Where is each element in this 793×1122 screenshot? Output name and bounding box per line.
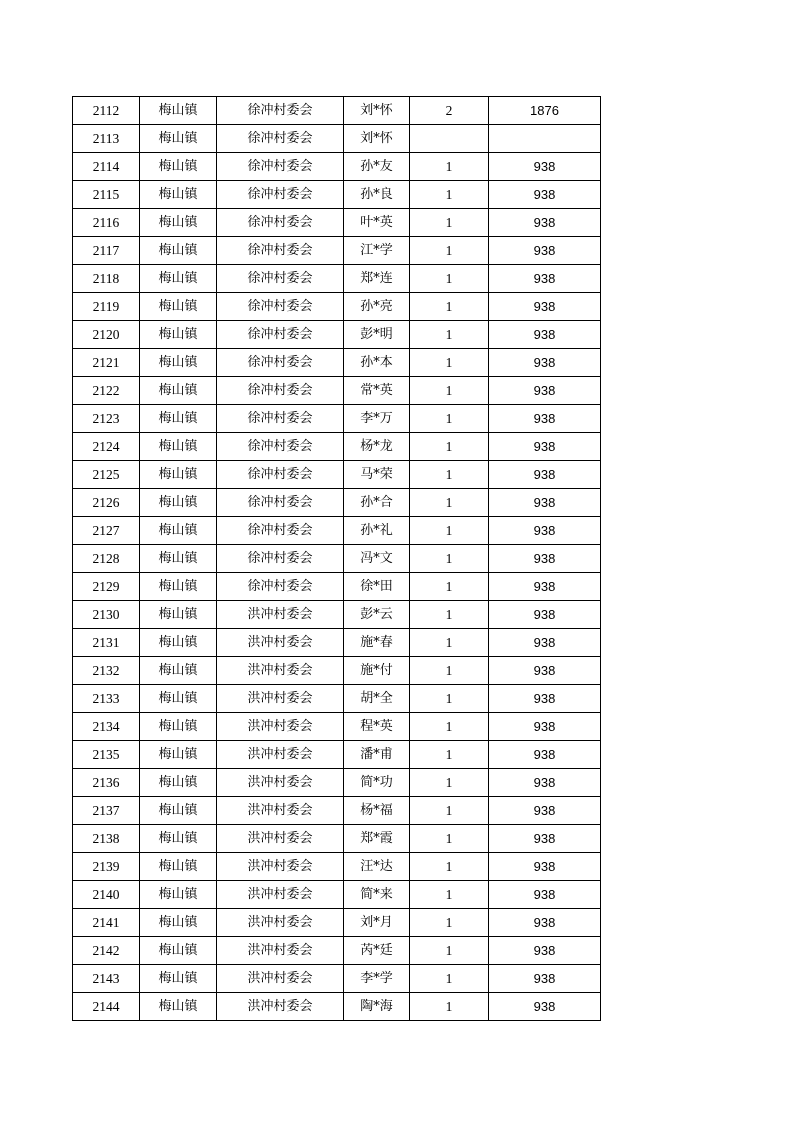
- count-cell: 1: [410, 881, 489, 909]
- town-cell: 梅山镇: [140, 937, 217, 965]
- table-row: [73, 741, 601, 769]
- row-number-cell: 2120: [73, 321, 140, 349]
- person-name-cell: 施*付: [344, 657, 410, 685]
- count-cell: 1: [410, 629, 489, 657]
- count-cell: 1: [410, 685, 489, 713]
- person-name-cell: 施*春: [344, 629, 410, 657]
- count-cell: 1: [410, 601, 489, 629]
- town-cell: 梅山镇: [140, 153, 217, 181]
- table-row: [73, 125, 601, 153]
- table-row: [73, 405, 601, 433]
- row-number-cell: 2114: [73, 153, 140, 181]
- town-cell: 梅山镇: [140, 209, 217, 237]
- amount-cell: 938: [489, 629, 601, 657]
- village-committee-cell: 徐冲村委会: [217, 237, 344, 265]
- count-cell: 1: [410, 153, 489, 181]
- count-cell: 1: [410, 993, 489, 1021]
- table-row: [73, 853, 601, 881]
- person-name-cell: 李*万: [344, 405, 410, 433]
- row-number-cell: 2133: [73, 685, 140, 713]
- row-number-cell: 2125: [73, 461, 140, 489]
- count-cell: 1: [410, 517, 489, 545]
- person-name-cell: 彭*云: [344, 601, 410, 629]
- person-name-cell: 郑*霞: [344, 825, 410, 853]
- row-number-cell: 2115: [73, 181, 140, 209]
- amount-cell: 938: [489, 265, 601, 293]
- amount-cell: 938: [489, 965, 601, 993]
- table-row: [73, 293, 601, 321]
- count-cell: 1: [410, 461, 489, 489]
- village-committee-cell: 洪冲村委会: [217, 713, 344, 741]
- row-number-cell: 2116: [73, 209, 140, 237]
- row-number-cell: 2117: [73, 237, 140, 265]
- row-number-cell: 2136: [73, 769, 140, 797]
- table-row: [73, 545, 601, 573]
- village-committee-cell: 洪冲村委会: [217, 601, 344, 629]
- table-row: [73, 321, 601, 349]
- count-cell: 1: [410, 433, 489, 461]
- row-number-cell: 2132: [73, 657, 140, 685]
- town-cell: 梅山镇: [140, 657, 217, 685]
- row-number-cell: 2142: [73, 937, 140, 965]
- village-committee-cell: 徐冲村委会: [217, 181, 344, 209]
- table-row: [73, 265, 601, 293]
- row-number-cell: 2122: [73, 377, 140, 405]
- amount-cell: [489, 125, 601, 153]
- table-row: [73, 769, 601, 797]
- town-cell: 梅山镇: [140, 97, 217, 125]
- table-row: [73, 181, 601, 209]
- count-cell: 1: [410, 209, 489, 237]
- table-row: [73, 489, 601, 517]
- village-committee-cell: 徐冲村委会: [217, 153, 344, 181]
- table-row: [73, 685, 601, 713]
- row-number-cell: 2140: [73, 881, 140, 909]
- amount-cell: 938: [489, 825, 601, 853]
- town-cell: 梅山镇: [140, 965, 217, 993]
- table-row: [73, 797, 601, 825]
- person-name-cell: 孙*良: [344, 181, 410, 209]
- person-name-cell: 马*荣: [344, 461, 410, 489]
- amount-cell: 938: [489, 853, 601, 881]
- village-committee-cell: 徐冲村委会: [217, 545, 344, 573]
- village-committee-cell: 徐冲村委会: [217, 573, 344, 601]
- town-cell: 梅山镇: [140, 797, 217, 825]
- town-cell: 梅山镇: [140, 181, 217, 209]
- amount-cell: 938: [489, 461, 601, 489]
- row-number-cell: 2123: [73, 405, 140, 433]
- town-cell: 梅山镇: [140, 545, 217, 573]
- town-cell: 梅山镇: [140, 825, 217, 853]
- amount-cell: 938: [489, 769, 601, 797]
- count-cell: 1: [410, 713, 489, 741]
- town-cell: 梅山镇: [140, 265, 217, 293]
- town-cell: 梅山镇: [140, 769, 217, 797]
- village-committee-cell: 洪冲村委会: [217, 937, 344, 965]
- person-name-cell: 彭*明: [344, 321, 410, 349]
- count-cell: 1: [410, 965, 489, 993]
- village-committee-cell: 徐冲村委会: [217, 461, 344, 489]
- village-committee-cell: 徐冲村委会: [217, 405, 344, 433]
- village-committee-cell: 徐冲村委会: [217, 377, 344, 405]
- town-cell: 梅山镇: [140, 741, 217, 769]
- table-row: [73, 713, 601, 741]
- amount-cell: 1876: [489, 97, 601, 125]
- amount-cell: 938: [489, 797, 601, 825]
- amount-cell: 938: [489, 433, 601, 461]
- row-number-cell: 2138: [73, 825, 140, 853]
- village-committee-cell: 洪冲村委会: [217, 629, 344, 657]
- village-committee-cell: 洪冲村委会: [217, 657, 344, 685]
- table-row: [73, 881, 601, 909]
- person-name-cell: 孙*本: [344, 349, 410, 377]
- count-cell: 1: [410, 265, 489, 293]
- amount-cell: 938: [489, 517, 601, 545]
- amount-cell: 938: [489, 993, 601, 1021]
- village-committee-cell: 洪冲村委会: [217, 881, 344, 909]
- village-committee-cell: 徐冲村委会: [217, 433, 344, 461]
- amount-cell: 938: [489, 405, 601, 433]
- amount-cell: 938: [489, 685, 601, 713]
- row-number-cell: 2119: [73, 293, 140, 321]
- count-cell: 1: [410, 909, 489, 937]
- count-cell: 1: [410, 797, 489, 825]
- amount-cell: 938: [489, 237, 601, 265]
- town-cell: 梅山镇: [140, 881, 217, 909]
- count-cell: 1: [410, 545, 489, 573]
- row-number-cell: 2113: [73, 125, 140, 153]
- table-row: [73, 965, 601, 993]
- amount-cell: 938: [489, 321, 601, 349]
- person-name-cell: 孙*合: [344, 489, 410, 517]
- row-number-cell: 2112: [73, 97, 140, 125]
- village-committee-cell: 徐冲村委会: [217, 489, 344, 517]
- person-name-cell: 杨*龙: [344, 433, 410, 461]
- village-committee-cell: 徐冲村委会: [217, 321, 344, 349]
- village-committee-cell: 徐冲村委会: [217, 97, 344, 125]
- amount-cell: 938: [489, 153, 601, 181]
- table-row: [73, 517, 601, 545]
- row-number-cell: 2130: [73, 601, 140, 629]
- table-row: [73, 629, 601, 657]
- table-row: [73, 937, 601, 965]
- count-cell: [410, 125, 489, 153]
- row-number-cell: 2141: [73, 909, 140, 937]
- town-cell: 梅山镇: [140, 601, 217, 629]
- row-number-cell: 2137: [73, 797, 140, 825]
- town-cell: 梅山镇: [140, 489, 217, 517]
- village-committee-cell: 徐冲村委会: [217, 209, 344, 237]
- village-committee-cell: 洪冲村委会: [217, 993, 344, 1021]
- town-cell: 梅山镇: [140, 993, 217, 1021]
- count-cell: 1: [410, 741, 489, 769]
- person-name-cell: 汪*达: [344, 853, 410, 881]
- town-cell: 梅山镇: [140, 573, 217, 601]
- person-name-cell: 刘*月: [344, 909, 410, 937]
- count-cell: 1: [410, 937, 489, 965]
- person-name-cell: 程*英: [344, 713, 410, 741]
- town-cell: 梅山镇: [140, 685, 217, 713]
- person-name-cell: 李*学: [344, 965, 410, 993]
- person-name-cell: 芮*廷: [344, 937, 410, 965]
- count-cell: 1: [410, 293, 489, 321]
- count-cell: 1: [410, 349, 489, 377]
- town-cell: 梅山镇: [140, 321, 217, 349]
- person-name-cell: 江*学: [344, 237, 410, 265]
- amount-cell: 938: [489, 545, 601, 573]
- row-number-cell: 2124: [73, 433, 140, 461]
- village-committee-cell: 徐冲村委会: [217, 125, 344, 153]
- village-committee-cell: 洪冲村委会: [217, 741, 344, 769]
- person-name-cell: 冯*文: [344, 545, 410, 573]
- town-cell: 梅山镇: [140, 909, 217, 937]
- town-cell: 梅山镇: [140, 713, 217, 741]
- table-row: [73, 825, 601, 853]
- table-row: [73, 657, 601, 685]
- town-cell: 梅山镇: [140, 293, 217, 321]
- table-row: [73, 601, 601, 629]
- amount-cell: 938: [489, 349, 601, 377]
- count-cell: 1: [410, 489, 489, 517]
- count-cell: 1: [410, 769, 489, 797]
- table-row: [73, 209, 601, 237]
- table-row: [73, 433, 601, 461]
- person-name-cell: 刘*怀: [344, 125, 410, 153]
- person-name-cell: 刘*怀: [344, 97, 410, 125]
- roster-table-body: [73, 97, 601, 1021]
- row-number-cell: 2128: [73, 545, 140, 573]
- person-name-cell: 胡*全: [344, 685, 410, 713]
- row-number-cell: 2121: [73, 349, 140, 377]
- amount-cell: 938: [489, 657, 601, 685]
- town-cell: 梅山镇: [140, 853, 217, 881]
- amount-cell: 938: [489, 601, 601, 629]
- row-number-cell: 2143: [73, 965, 140, 993]
- village-committee-cell: 洪冲村委会: [217, 769, 344, 797]
- table-row: [73, 461, 601, 489]
- town-cell: 梅山镇: [140, 237, 217, 265]
- table-row: [73, 349, 601, 377]
- count-cell: 1: [410, 321, 489, 349]
- amount-cell: 938: [489, 573, 601, 601]
- town-cell: 梅山镇: [140, 405, 217, 433]
- table-row: [73, 153, 601, 181]
- amount-cell: 938: [489, 881, 601, 909]
- amount-cell: 938: [489, 293, 601, 321]
- town-cell: 梅山镇: [140, 629, 217, 657]
- village-committee-cell: 洪冲村委会: [217, 853, 344, 881]
- amount-cell: 938: [489, 181, 601, 209]
- row-number-cell: 2127: [73, 517, 140, 545]
- count-cell: 1: [410, 853, 489, 881]
- table-row: [73, 909, 601, 937]
- person-name-cell: 潘*甫: [344, 741, 410, 769]
- village-committee-cell: 徐冲村委会: [217, 349, 344, 377]
- row-number-cell: 2135: [73, 741, 140, 769]
- count-cell: 1: [410, 237, 489, 265]
- town-cell: 梅山镇: [140, 125, 217, 153]
- town-cell: 梅山镇: [140, 377, 217, 405]
- person-name-cell: 郑*连: [344, 265, 410, 293]
- amount-cell: 938: [489, 713, 601, 741]
- town-cell: 梅山镇: [140, 433, 217, 461]
- person-name-cell: 孙*礼: [344, 517, 410, 545]
- row-number-cell: 2129: [73, 573, 140, 601]
- count-cell: 1: [410, 657, 489, 685]
- table-row: [73, 377, 601, 405]
- person-name-cell: 孙*友: [344, 153, 410, 181]
- amount-cell: 938: [489, 377, 601, 405]
- count-cell: 1: [410, 405, 489, 433]
- count-cell: 1: [410, 825, 489, 853]
- row-number-cell: 2126: [73, 489, 140, 517]
- row-number-cell: 2118: [73, 265, 140, 293]
- town-cell: 梅山镇: [140, 349, 217, 377]
- person-name-cell: 常*英: [344, 377, 410, 405]
- amount-cell: 938: [489, 209, 601, 237]
- person-name-cell: 简*功: [344, 769, 410, 797]
- person-name-cell: 叶*英: [344, 209, 410, 237]
- count-cell: 1: [410, 377, 489, 405]
- village-committee-cell: 徐冲村委会: [217, 293, 344, 321]
- amount-cell: 938: [489, 489, 601, 517]
- person-name-cell: 孙*亮: [344, 293, 410, 321]
- row-number-cell: 2139: [73, 853, 140, 881]
- count-cell: 2: [410, 97, 489, 125]
- village-committee-cell: 洪冲村委会: [217, 965, 344, 993]
- amount-cell: 938: [489, 937, 601, 965]
- village-committee-cell: 洪冲村委会: [217, 797, 344, 825]
- village-committee-cell: 徐冲村委会: [217, 265, 344, 293]
- table-row: [73, 993, 601, 1021]
- amount-cell: 938: [489, 741, 601, 769]
- row-number-cell: 2131: [73, 629, 140, 657]
- count-cell: 1: [410, 181, 489, 209]
- table-row: [73, 237, 601, 265]
- row-number-cell: 2134: [73, 713, 140, 741]
- town-cell: 梅山镇: [140, 461, 217, 489]
- village-committee-cell: 徐冲村委会: [217, 517, 344, 545]
- row-number-cell: 2144: [73, 993, 140, 1021]
- count-cell: 1: [410, 573, 489, 601]
- village-committee-cell: 洪冲村委会: [217, 825, 344, 853]
- village-committee-cell: 洪冲村委会: [217, 685, 344, 713]
- person-name-cell: 杨*福: [344, 797, 410, 825]
- town-cell: 梅山镇: [140, 517, 217, 545]
- person-name-cell: 陶*海: [344, 993, 410, 1021]
- table-row: [73, 97, 601, 125]
- roster-table: [72, 96, 601, 1021]
- amount-cell: 938: [489, 909, 601, 937]
- village-committee-cell: 洪冲村委会: [217, 909, 344, 937]
- person-name-cell: 徐*田: [344, 573, 410, 601]
- person-name-cell: 简*来: [344, 881, 410, 909]
- table-row: [73, 573, 601, 601]
